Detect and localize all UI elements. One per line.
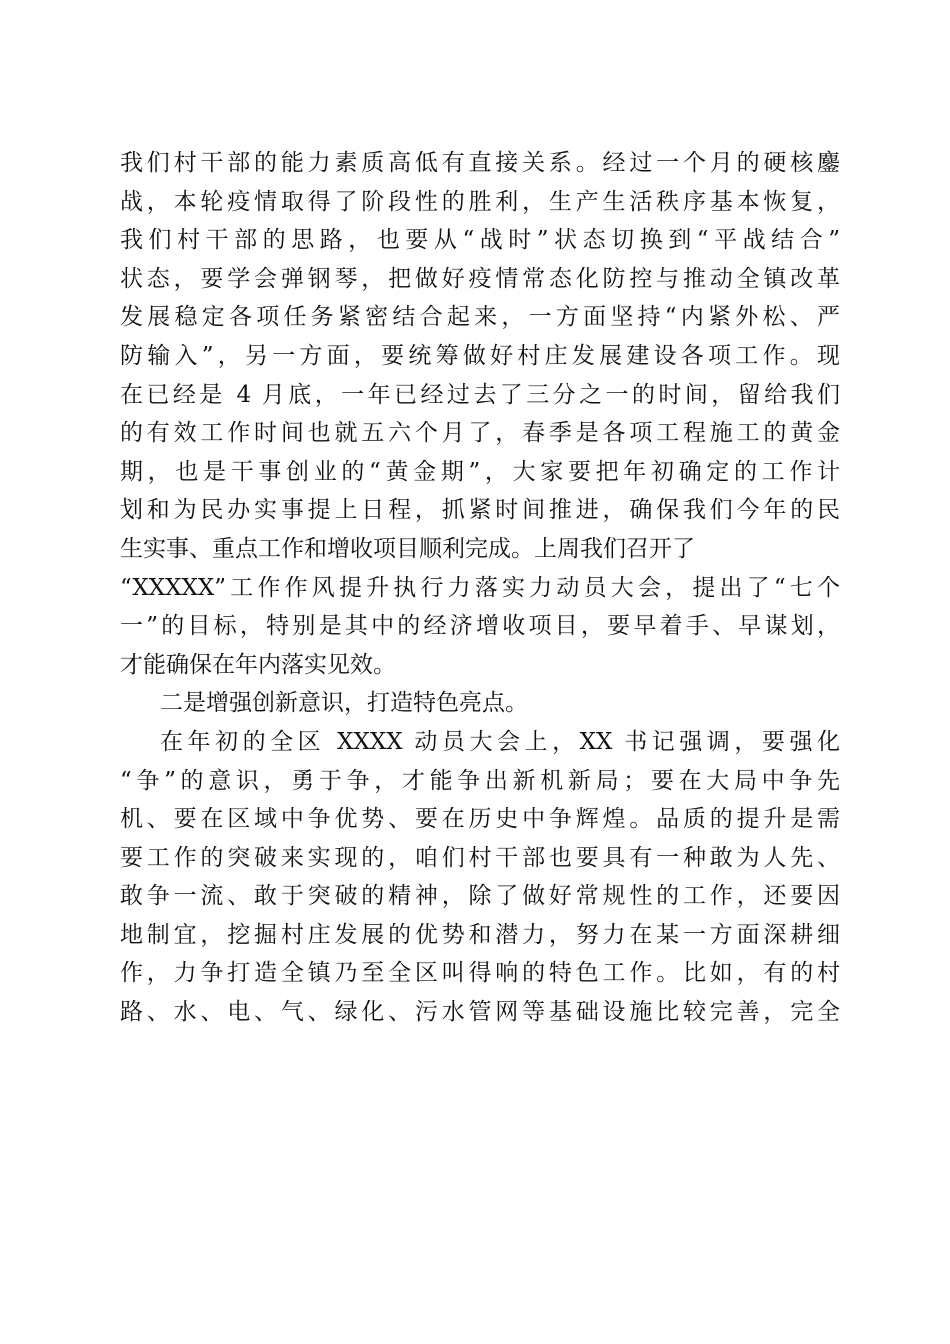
text-line: 要工作的突破来实现的，咱们村干部也要具有一种敢为人先、 (120, 844, 840, 871)
text-line: 状态，要学会弹钢琴，把做好疫情常态化防控与推动全镇改革 (120, 265, 840, 292)
text-line: 一”的目标，特别是其中的经济增收项目，要早着手、早谋划， (120, 613, 840, 640)
text-line: “XXXXX”工作作风提升执行力落实力动员大会，提出了“七个 (120, 574, 840, 601)
text-line: 划和为民办实事提上日程，抓紧时间推进，确保我们今年的民 (120, 497, 840, 524)
text-line: “争”的意识，勇于争，才能争出新机新局；要在大局中争先 (120, 767, 840, 794)
text-line: 在年初的全区 XXXX 动员大会上，XX 书记强调，要强化 (160, 728, 840, 755)
text-line: 发展稳定各项任务紧密结合起来，一方面坚持“内紧外松、严 (120, 304, 840, 331)
text-line: 我们村干部的能力素质高低有直接关系。经过一个月的硬核鏖 (120, 150, 840, 176)
text-line: 作，力争打造全镇乃至全区叫得响的特色工作。比如，有的村 (120, 960, 840, 987)
text-line: 防输入”，另一方面，要统筹做好村庄发展建设各项工作。现 (120, 342, 840, 369)
text-line: 敢争一流、敢于突破的精神，除了做好常规性的工作，还要因 (120, 883, 840, 910)
heading-line: 二是增强创新意识，打造特色亮点。 (160, 690, 528, 717)
text-line: 的有效工作时间也就五六个月了，春季是各项工程施工的黄金 (120, 420, 840, 447)
text-line: 战，本轮疫情取得了阶段性的胜利，生产生活秩序基本恢复， (120, 188, 840, 215)
text-line: 机、要在区域中争优势、要在历史中争辉煌。品质的提升是需 (120, 806, 840, 833)
paragraph-1 (120, 144, 840, 684)
text-line: 生实事、重点工作和增收项目顺利完成。上周我们召开了 (120, 535, 695, 562)
document-body (120, 144, 840, 1032)
paragraph-2 (120, 723, 840, 1032)
text-line: 才能确保在年内落实见效。 (120, 651, 396, 678)
text-line: 我们村干部的思路，也要从“战时”状态切换到“平战结合” (120, 227, 840, 254)
text-line: 在已经是 4 月底，一年已经过去了三分之一的时间，留给我们 (120, 381, 840, 408)
text-line: 路、水、电、气、绿化、污水管网等基础设施比较完善，完全 (120, 999, 840, 1026)
section-heading (120, 684, 840, 723)
text-line: 期，也是干事创业的“黄金期”，大家要把年初确定的工作计 (120, 458, 840, 485)
text-line: 地制宜，挖掘村庄发展的优势和潜力，努力在某一方面深耕细 (120, 921, 840, 948)
